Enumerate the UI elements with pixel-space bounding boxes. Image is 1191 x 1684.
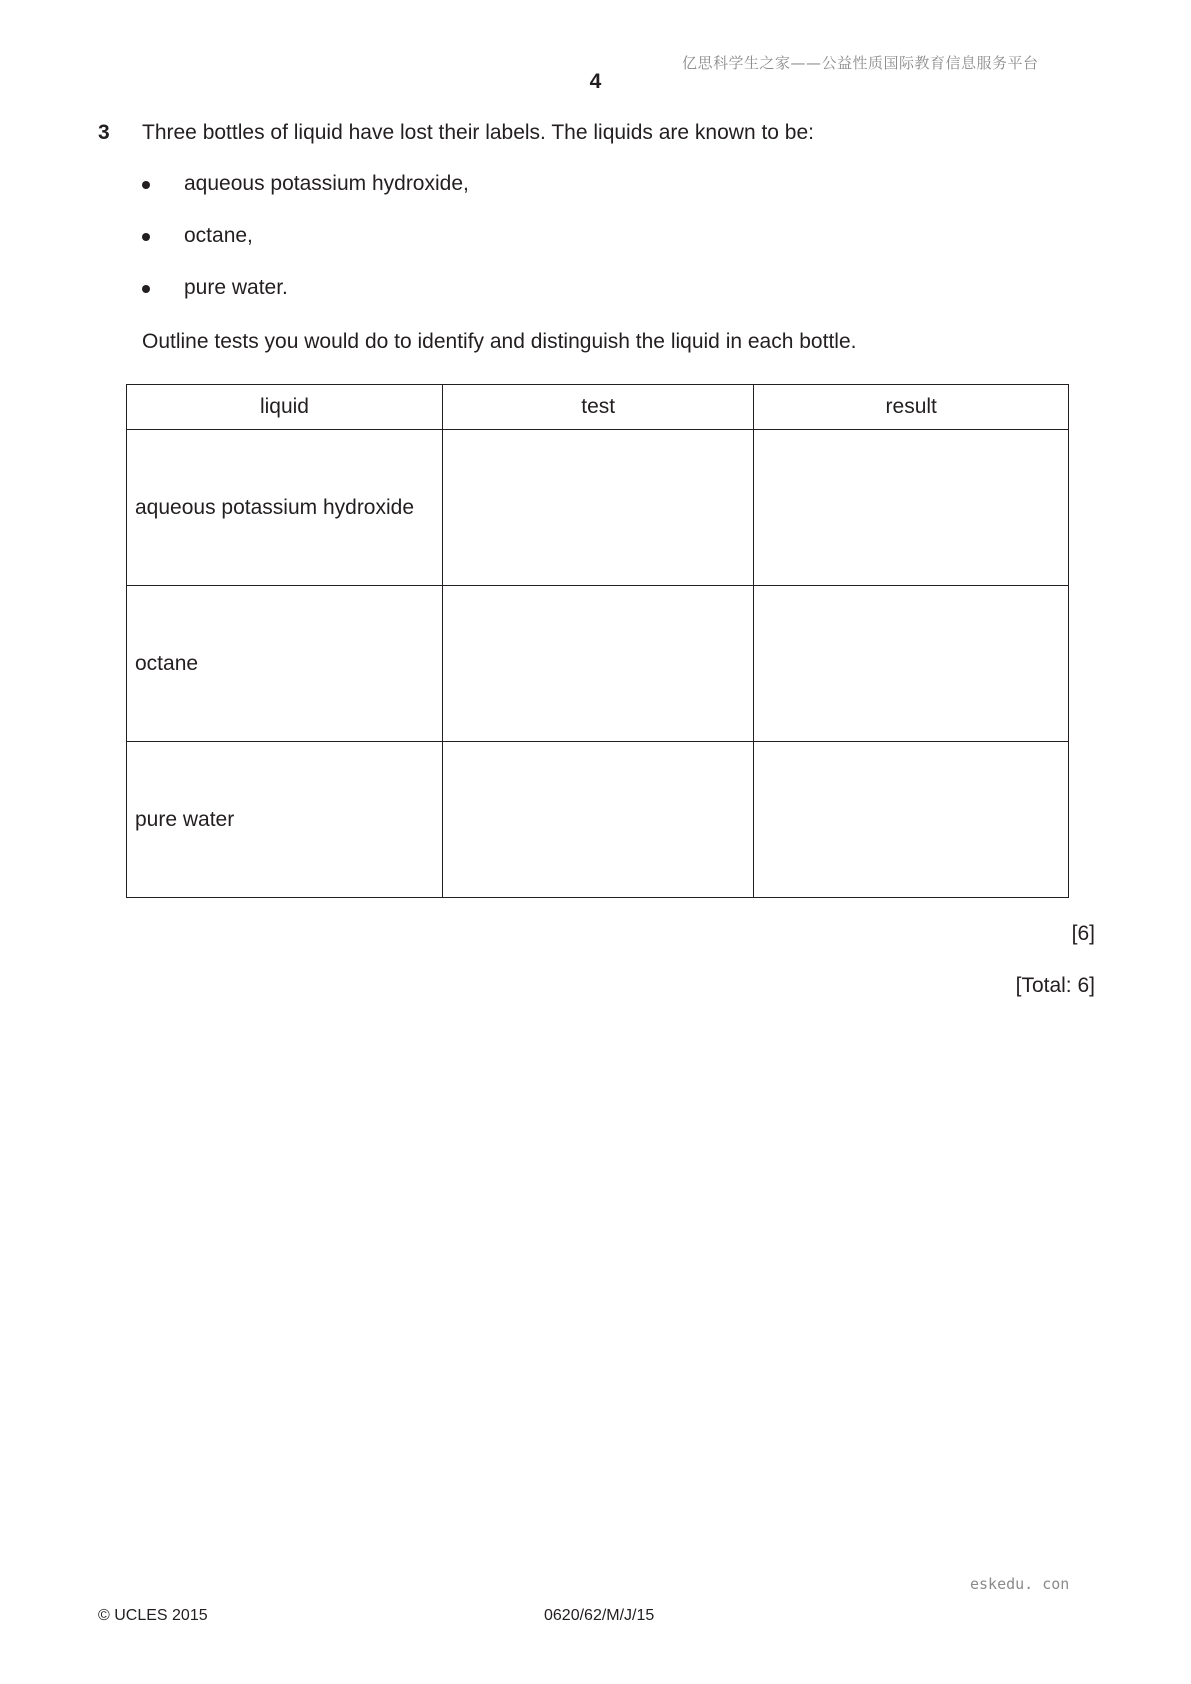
bullet-icon bbox=[142, 181, 150, 189]
question-instruction: Outline tests you would do to identify and distinguish the liquid in each bottle. bbox=[142, 330, 857, 353]
list-item-text: pure water. bbox=[184, 276, 288, 299]
result-answer-cell[interactable] bbox=[754, 430, 1069, 586]
column-header-liquid: liquid bbox=[127, 385, 443, 430]
page-number: 4 bbox=[589, 70, 602, 93]
bullet-icon bbox=[142, 233, 150, 241]
liquid-cell: octane bbox=[127, 586, 443, 742]
copyright-notice: © UCLES 2015 bbox=[98, 1607, 208, 1624]
marks-label: [6] bbox=[1071, 922, 1095, 945]
liquid-cell: aqueous potassium hydroxide bbox=[127, 430, 443, 586]
table-row bbox=[127, 430, 1069, 586]
list-item-text: aqueous potassium hydroxide, bbox=[184, 172, 469, 195]
header-watermark: 亿思科学生之家——公益性质国际教育信息服务平台 bbox=[682, 54, 1039, 72]
bullet-icon bbox=[142, 285, 150, 293]
table-header-row bbox=[127, 385, 1069, 430]
result-answer-cell[interactable] bbox=[754, 742, 1069, 898]
column-header-result: result bbox=[754, 385, 1069, 430]
table-row bbox=[127, 742, 1069, 898]
test-answer-cell[interactable] bbox=[442, 742, 754, 898]
liquid-cell: pure water bbox=[127, 742, 443, 898]
question-stem: Three bottles of liquid have lost their labels. The liquids are known to be: bbox=[142, 121, 814, 144]
total-marks-label: [Total: 6] bbox=[1015, 974, 1095, 997]
table-row bbox=[127, 586, 1069, 742]
test-answer-cell[interactable] bbox=[442, 430, 754, 586]
list-item-text: octane, bbox=[184, 224, 253, 247]
result-answer-cell[interactable] bbox=[754, 586, 1069, 742]
question-number: 3 bbox=[98, 121, 110, 144]
footer-watermark: eskedu. con bbox=[970, 1575, 1070, 1593]
paper-code: 0620/62/M/J/15 bbox=[544, 1607, 655, 1624]
answer-table bbox=[126, 384, 1069, 898]
column-header-test: test bbox=[442, 385, 754, 430]
test-answer-cell[interactable] bbox=[442, 586, 754, 742]
